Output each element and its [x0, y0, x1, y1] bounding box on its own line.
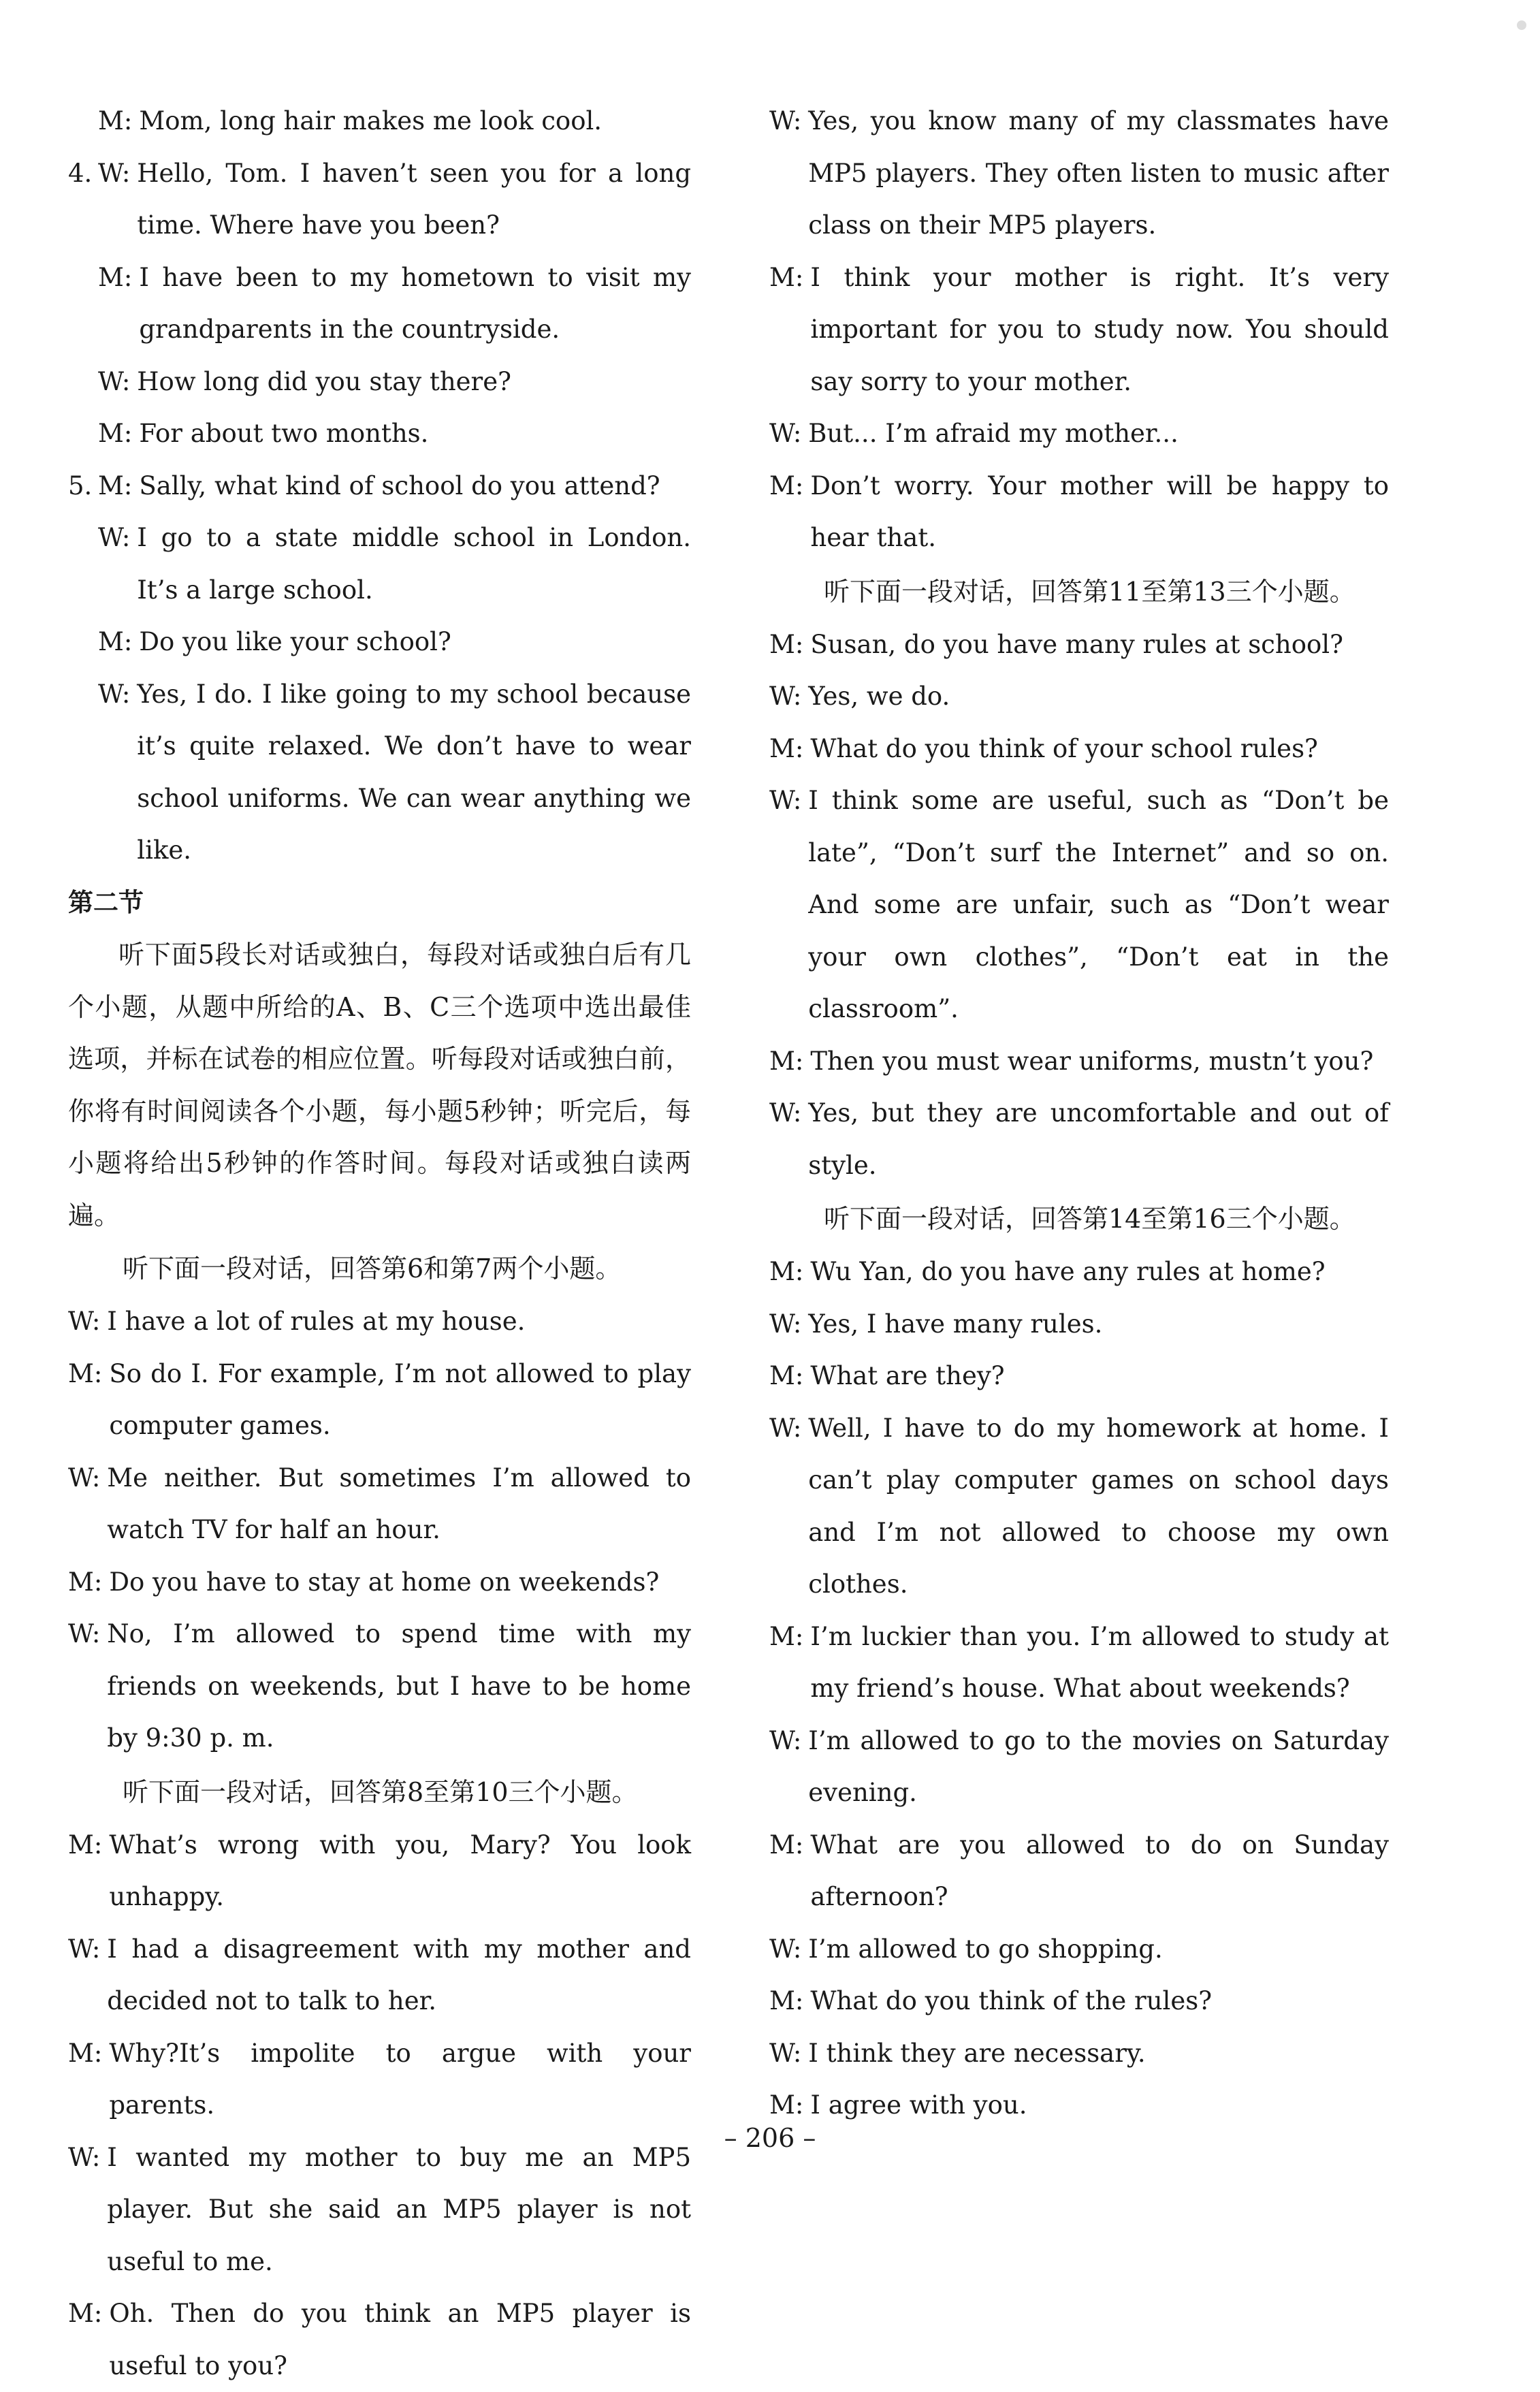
speaker-label: W: [98, 366, 131, 396]
speaker-label: M: [98, 627, 133, 656]
page-number: – 206 – [724, 2123, 816, 2153]
speaker-label: M: [769, 629, 804, 659]
dialogue-text: For about two months. [139, 419, 429, 448]
dialogue-line [68, 2132, 691, 2289]
dialogue-text: Yes, I do. I like going to my school because it’s quite relaxed. We don’t have to wear school uniforms. We can wear anything we like. [137, 679, 691, 865]
speaker-label: W: [98, 523, 131, 552]
speaker-label: W: [769, 1309, 802, 1339]
dialogue-text: Well, I have to do my homework at home. I can’t play computer games on school days and I’m not allowed to choose my own clothes. [808, 1413, 1389, 1599]
dialogue-line [68, 1608, 691, 1765]
dialogue-line [769, 1924, 1389, 1976]
speaker-label: W: [68, 2142, 101, 2172]
speaker-label: M: [98, 262, 133, 292]
speaker-label: M: [769, 1257, 804, 1286]
speaker-label: W: [769, 1098, 802, 1128]
dialogue-line [769, 775, 1389, 1036]
dialogue-line [769, 671, 1389, 723]
dialogue-text: Yes, we do. [808, 682, 950, 711]
dialogue-text: I’m allowed to go shopping. [808, 1934, 1163, 1964]
dialogue-text: Oh. Then do you think an MP5 player is useful to you? [109, 2299, 691, 2380]
dialogue-text: Yes, I have many rules. [808, 1309, 1103, 1339]
dialogue-text: I go to a state middle school in London. It’s a large school. [137, 523, 691, 605]
left-column [68, 95, 691, 2392]
speaker-label: M: [769, 1621, 804, 1651]
speaker-label: W: [769, 1413, 802, 1443]
dialogue-line [769, 252, 1389, 409]
speaker-label: W: [68, 1934, 101, 1964]
speaker-label: M: [769, 733, 804, 763]
dialogue-text: Do you like your school? [139, 627, 451, 656]
dialogue-text: Why?It’s impolite to argue with your parents. [109, 2038, 691, 2120]
speaker-label: W: [68, 1307, 101, 1336]
dialogue-line [68, 408, 691, 460]
dialogue-line [769, 723, 1389, 776]
dialogue-text: I have been to my hometown to visit my grandparents in the countryside. [139, 262, 691, 344]
speaker-label: M: [98, 471, 133, 500]
dialogue-text: Yes, you know many of my classmates have MP5 players. They often listen to music after class on their MP5 players. [808, 106, 1389, 240]
speaker-label: M: [68, 1567, 103, 1597]
dialogue-line [769, 95, 1389, 252]
speaker-label: W: [769, 682, 802, 711]
speaker-label: M: [98, 106, 133, 135]
speaker-label: M: [769, 1830, 804, 1860]
dialogue-text: How long did you stay there? [137, 366, 511, 396]
dialogue-line [769, 619, 1389, 671]
dialogue-text: I’m allowed to go to the movies on Saturday evening. [808, 1725, 1389, 1807]
dialogue-text: What are you allowed to do on Sunday afternoon? [810, 1830, 1389, 1911]
dialogue-text: But... I’m afraid my mother... [808, 419, 1178, 448]
dialogue-line [769, 2028, 1389, 2080]
dialogue-line [68, 2288, 691, 2392]
instructions-paragraph: 听下面5段长对话或独白，每段对话或独白后有几个小题，从题中所给的A、B、C三个选项中选出最佳选项，并标在试卷的相应位置。听每段对话或独白前，你将有时间阅读各个小题，每小题5秒钟；听完后，每小题将给出5秒钟的作答时间。每段对话或独白读两遍。 [68, 940, 691, 1230]
dialogue-line [68, 1296, 691, 1348]
dialogue-line [68, 1557, 691, 1609]
speaker-label: M: [68, 1830, 103, 1860]
listening-prompt: 听下面一段对话，回答第14至第16三个小题。 [824, 1204, 1355, 1234]
scan-mark [1517, 20, 1526, 30]
dialogue-line [68, 1452, 691, 1557]
speaker-label: M: [769, 1986, 804, 2015]
dialogue-line [769, 1403, 1389, 1611]
dialogue-text: I had a disagreement with my mother and decided not to talk to her. [107, 1934, 691, 2015]
dialogue-text: Me neither. But sometimes I’m allowed to watch TV for half an hour. [107, 1463, 691, 1544]
dialogue-line [68, 252, 691, 356]
dialogue-text: So do I. For example, I’m not allowed to play computer games. [109, 1358, 691, 1440]
listening-prompt: 听下面一段对话，回答第8至第10三个小题。 [123, 1776, 638, 1807]
dialogue-text: I think some are useful, such as “Don’t be late”, “Don’t surf the Internet” and so on. And some are unfair, such as “Don’t wear your own clothes”, “Don’t eat in the classroom”. [808, 786, 1389, 1023]
dialogue-line [769, 408, 1389, 460]
question-number: 4. [68, 158, 93, 188]
speaker-label: M: [68, 2299, 103, 2328]
dialogue-text: Yes, but they are uncomfortable and out of style. [808, 1098, 1389, 1180]
dialogue-line [769, 1246, 1389, 1298]
dialogue-text: Susan, do you have many rules at school? [810, 629, 1343, 659]
speaker-label: M: [98, 419, 133, 448]
speaker-label: W: [769, 1934, 802, 1964]
dialogue-line [769, 1350, 1389, 1403]
dialogue-line [769, 460, 1389, 564]
speaker-label: W: [98, 679, 131, 709]
dialogue-text: Do you have to stay at home on weekends? [109, 1567, 660, 1597]
dialogue-line [769, 1819, 1389, 1924]
listening-prompt: 听下面一段对话，回答第6和第7两个小题。 [123, 1254, 622, 1283]
dialogue-text: I think they are necessary. [808, 2038, 1146, 2068]
speaker-label: M: [769, 262, 804, 292]
dialogue-line [769, 1715, 1389, 1819]
dialogue-text: Then you must wear uniforms, mustn’t you? [810, 1046, 1374, 1076]
speaker-label: W: [68, 1463, 101, 1493]
speaker-label: W: [769, 786, 802, 815]
dialogue-line [68, 148, 691, 252]
speaker-label: M: [68, 1358, 103, 1388]
dialogue-line [68, 1924, 691, 2028]
dialogue-text: What do you think of the rules? [810, 1986, 1213, 2015]
speaker-label: W: [769, 106, 802, 135]
dialogue-line [68, 616, 691, 669]
dialogue-line [68, 669, 691, 877]
speaker-label: M: [769, 2090, 804, 2120]
speaker-label: W: [769, 2038, 802, 2068]
speaker-label: W: [769, 419, 802, 448]
dialogue-text: I’m luckier than you. I’m allowed to study at my friend’s house. What about weekends? [810, 1621, 1389, 1703]
dialogue-line [68, 1819, 691, 1924]
dialogue-line [769, 1087, 1389, 1192]
dialogue-text: What do you think of your school rules? [810, 733, 1318, 763]
question-number: 5. [68, 471, 93, 500]
dialogue-line [769, 1298, 1389, 1351]
dialogue-text: Don’t worry. Your mother will be happy to hear that. [810, 471, 1389, 552]
speaker-label: W: [68, 1619, 101, 1648]
speaker-label: M: [68, 2038, 103, 2068]
dialogue-line [68, 2028, 691, 2132]
dialogue-line [769, 1036, 1389, 1088]
dialogue-text: I think your mother is right. It’s very important for you to study now. You should say sorry to your mother. [810, 262, 1389, 396]
dialogue-line [68, 356, 691, 409]
dialogue-line [68, 95, 691, 148]
dialogue-text: I wanted my mother to buy me an MP5 player. But she said an MP5 player is not useful to me. [107, 2142, 691, 2276]
listening-prompt: 听下面一段对话，回答第11至第13三个小题。 [824, 576, 1355, 607]
dialogue-line [769, 1975, 1389, 2028]
speaker-label: M: [769, 471, 804, 500]
dialogue-text: What are they? [810, 1361, 1005, 1390]
speaker-label: W: [98, 158, 131, 188]
section-title: 第二节 [68, 887, 144, 917]
dialogue-text: Sally, what kind of school do you attend? [139, 471, 660, 500]
dialogue-text: Mom, long hair makes me look cool. [139, 106, 603, 135]
dialogue-text: No, I’m allowed to spend time with my friends on weekends, but I have to be home by 9:30 p. m. [107, 1619, 691, 1753]
dialogue-line [68, 512, 691, 616]
speaker-label: M: [769, 1046, 804, 1076]
dialogue-line [68, 1348, 691, 1452]
dialogue-text: What’s wrong with you, Mary? You look unhappy. [109, 1830, 691, 1911]
dialogue-text: Wu Yan, do you have any rules at home? [810, 1257, 1326, 1286]
dialogue-line [769, 1611, 1389, 1715]
dialogue-text: I agree with you. [810, 2090, 1027, 2120]
speaker-label: W: [769, 1725, 802, 1755]
speaker-label: M: [769, 1361, 804, 1390]
dialogue-text: Hello, Tom. I haven’t seen you for a long time. Where have you been? [137, 158, 691, 240]
right-column [769, 95, 1389, 2132]
dialogue-line [68, 460, 691, 513]
dialogue-text: I have a lot of rules at my house. [107, 1307, 526, 1336]
